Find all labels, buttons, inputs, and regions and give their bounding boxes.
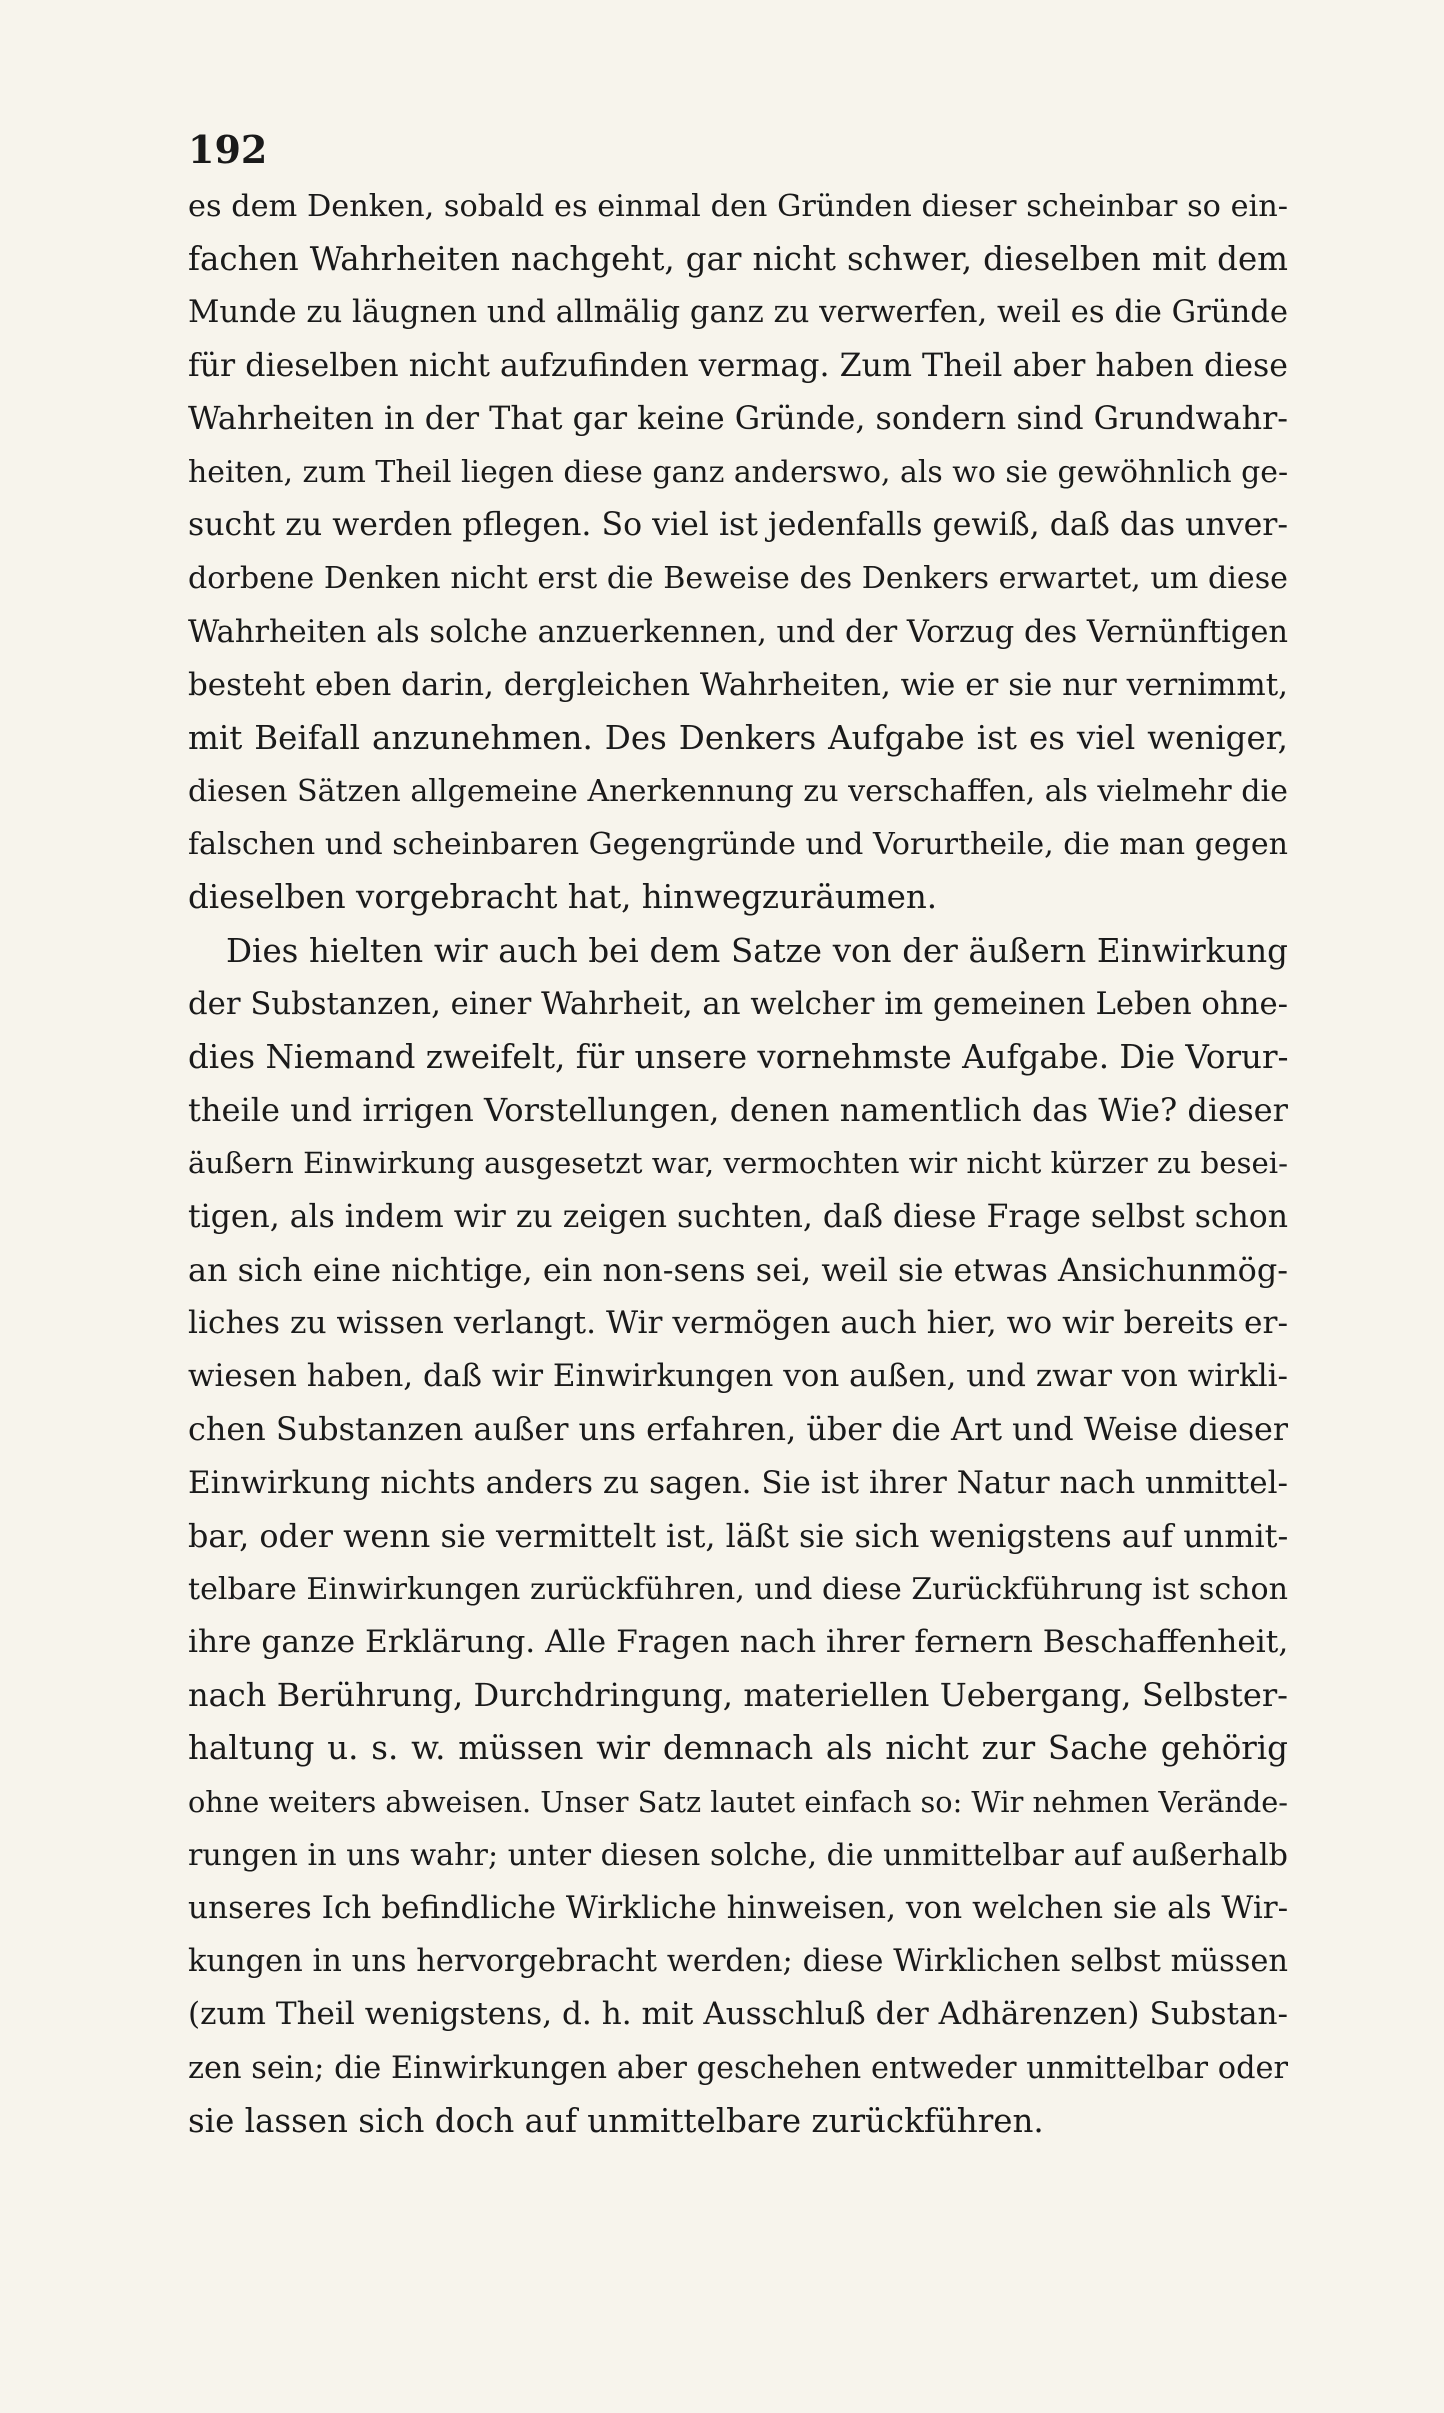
- book-page: [188, 128, 1288, 2148]
- text-line: dieselben vorgebracht hat, hinwegzuräumen.: [188, 878, 938, 917]
- text-line: chen Substanzen außer uns erfahren, über die Art und Weise dieser: [188, 1410, 1288, 1449]
- text-line: liches zu wissen verlangt. Wir vermögen auch hier, wo wir bereits er-: [188, 1304, 1288, 1341]
- text-line: nach Berührung, Durchdringung, materiellen Uebergang, Selbster-: [188, 1676, 1288, 1715]
- text-line: tigen, als indem wir zu zeigen suchten, daß diese Frage selbst schon: [188, 1198, 1288, 1235]
- body-text: [188, 180, 1288, 2148]
- text-line: fachen Wahrheiten nachgeht, gar nicht schwer, dieselben mit dem: [188, 240, 1288, 279]
- text-line: wiesen haben, daß wir Einwirkungen von außen, und zwar von wirkli-: [188, 1358, 1288, 1395]
- text-line: bar, oder wenn sie vermittelt ist, läßt sie sich wenigstens auf unmit-: [188, 1516, 1288, 1555]
- text-line: telbare Einwirkungen zurückführen, und diese Zurückführung ist schon: [188, 1571, 1288, 1607]
- text-line: dies Niemand zweifelt, für unsere vornehmste Aufgabe. Die Vorur-: [188, 1038, 1288, 1076]
- text-line: diesen Sätzen allgemeine Anerkennung zu verschaffen, als vielmehr die: [188, 774, 1288, 810]
- text-line: (zum Theil wenigstens, d. h. mit Ausschluß der Adhärenzen) Substan-: [188, 1996, 1288, 2033]
- text-line: Einwirkung nichts anders zu sagen. Sie ist ihrer Natur nach unmittel-: [188, 1464, 1288, 1501]
- text-line: der Substanzen, einer Wahrheit, an welcher im gemeinen Leben ohne-: [188, 985, 1288, 1022]
- text-line: ohne weiters abweisen. Unser Satz lautet einfach so: Wir nehmen Verände-: [188, 1784, 1288, 1819]
- text-line: Dies hielten wir auch bei dem Satze von der äußern Einwirkung: [226, 931, 1288, 970]
- text-line: Wahrheiten in der That gar keine Gründe, sondern sind Grundwahr-: [188, 400, 1288, 437]
- text-line: falschen und scheinbaren Gegengründe und Vorurtheile, die man gegen: [188, 827, 1288, 863]
- text-line: kungen in uns hervorgebracht werden; diese Wirklichen selbst müssen: [188, 1944, 1288, 1980]
- text-line: zen sein; die Einwirkungen aber geschehen entweder unmittelbar oder: [188, 2050, 1288, 2086]
- text-line: Wahrheiten als solche anzuerkennen, und der Vorzug des Vernünftigen: [188, 614, 1288, 650]
- text-line: haltung u. s. w. müssen wir demnach als nicht zur Sache gehörig: [188, 1729, 1288, 1768]
- text-line: besteht eben darin, dergleichen Wahrheiten, wie er sie nur vernimmt,: [188, 666, 1288, 703]
- text-line: ihre ganze Erklärung. Alle Fragen nach ihrer fernern Beschaffenheit,: [188, 1624, 1288, 1661]
- text-line: es dem Denken, sobald es einmal den Gründen dieser scheinbar so ein-: [188, 189, 1288, 224]
- page-number: 192: [188, 127, 268, 172]
- text-line: rungen in uns wahr; unter diesen solche, die unmittelbar auf außerhalb: [188, 1837, 1288, 1873]
- text-line: mit Beifall anzunehmen. Des Denkers Aufgabe ist es viel weniger,: [188, 718, 1288, 757]
- text-line: sie lassen sich doch auf unmittelbare zurückführen.: [188, 2101, 1044, 2140]
- text-line: heiten, zum Theil liegen diese ganz anderswo, als wo sie gewöhnlich ge-: [188, 454, 1288, 490]
- text-line: dorbene Denken nicht erst die Beweise des Denkers erwartet, um diese: [188, 561, 1288, 597]
- text-line: an sich eine nichtige, ein non-sens sei, weil sie etwas Ansichunmög-: [188, 1250, 1288, 1289]
- text-line: unseres Ich befindliche Wirkliche hinweisen, von welchen sie als Wir-: [188, 1890, 1288, 1926]
- text-line: theile und irrigen Vorstellungen, denen namentlich das Wie? dieser: [188, 1091, 1288, 1130]
- text-line: äußern Einwirkung ausgesetzt war, vermochten wir nicht kürzer zu besei-: [188, 1146, 1288, 1181]
- text-line: für dieselben nicht aufzufinden vermag. Zum Theil aber haben diese: [188, 347, 1288, 384]
- text-line: Munde zu läugnen und allmälig ganz zu verwerfen, weil es die Gründe: [188, 295, 1288, 331]
- text-line: sucht zu werden pflegen. So viel ist jedenfalls gewiß, daß das unver-: [188, 507, 1288, 544]
